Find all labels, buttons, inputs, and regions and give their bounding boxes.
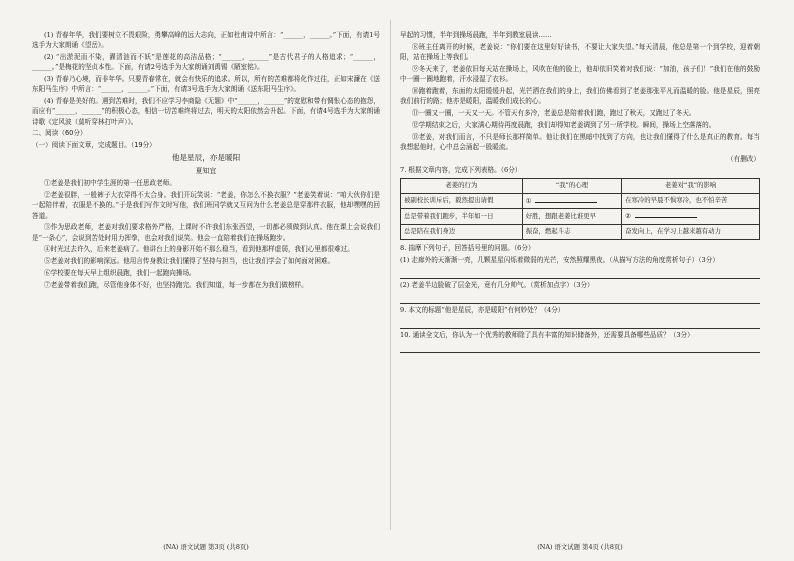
q4-item-4: (4) 青春是美好的。遇到苦难时，我们不应学习李商隐《无题》中“______，______”的宽慰和带有惆怅心态的抱怨，而应有“______，______”的积极心态，相信一切苦难终将过去，明天的太阳依然会升起。下面，有请4号选手为大家朗诵诗歌《定风波（莫听穿林打叶声）》。: [32, 97, 380, 126]
article-para-3: ③作为思政老师，老姜对我们要求格外严格，上课时不许我们东张西望，一切都必须做到认真。他在课上会说我们是“一条心”，会说到苦处时用力挥拳，也会对我们说笑。他会一直陪着我们在操场跑步。: [32, 223, 380, 242]
answer-blank[interactable]: [535, 196, 597, 203]
effect-cell: 奋发向上，在学习上越来越有动力: [622, 225, 760, 240]
article-author: 夏知宜: [195, 166, 217, 175]
question-8-1: (1) 走廊外的天渐渐一亮，几颗星星闪烁着微弱的光芒，安然照耀黑夜。（从描写方法的角度赏析句子）（3分）: [400, 256, 719, 265]
question-9: 9. 本文的标题“他是星辰，亦是暖阳”有何妙处？（4分）: [400, 305, 565, 314]
article-para-1: ①老姜是我们初中学生涯的第一任思政老师。: [44, 179, 176, 188]
article-title: 他是星辰，亦是暖阳: [171, 153, 241, 163]
left-column: [32, 30, 380, 292]
answer-blank[interactable]: [635, 211, 697, 218]
q4-item-3: (3) 青春乃心境，而非年华。只要青春常在，就会有快乐的追求。所以，所有的苦难都将化作过往，正如宋濂在《送东阳马生序》中所言：“______，______。”下面，有请3号选手为大家朗诵《送东阳马生序》。: [32, 75, 380, 94]
mind-cell: 振奋，燃起斗志: [522, 225, 621, 240]
article-para-8: ⑧班主任离开的时候，老姜说：“你们要在这里好好读书，不要让大家失望。”每天清晨，他总是第一个到学校，迎着朝阳，站在操场上等我们。: [400, 42, 760, 62]
article-para-5: ⑤老姜对我们的影响深远。他用言传身教让我们懂得了坚持与担当，也让我们学会了如何面对困难。: [44, 257, 335, 266]
article-para-4: ④时光过去许久，后来老姜病了。他讲台上的身影开始不那么稳当，看到他那样虚弱，我们心里都很难过。: [44, 245, 354, 254]
table-header-row: [401, 178, 760, 193]
mind-cell[interactable]: ①: [522, 193, 621, 209]
effect-cell: 在寒冷的早晨不惧寒冷，也不怕辛苦: [622, 193, 760, 209]
effect-cell[interactable]: ②: [622, 209, 760, 225]
edit-note: （有删改）: [727, 154, 760, 163]
table-header: “我”的心理: [522, 178, 621, 193]
section-reading: 二、阅读（60分）: [32, 129, 87, 138]
table-row: [401, 209, 760, 225]
table-header: 老姜对“我”的影响: [622, 178, 760, 193]
question-10: 10. 通读全文后，你认为一个优秀的教师除了具有丰富的知识储备外，还需要具备哪些品质？（3分）: [400, 330, 694, 339]
right-column: [400, 30, 760, 354]
article-para-7: ⑦老姜带着我们跑，尽管他身体不好，也坚持跑完。我们知道，每一步都在为我们做榜样。: [44, 280, 308, 289]
behavior-cell: 被副校长训斥后，毅然提出请假: [401, 193, 523, 209]
article-cont-1: 早起的习惯，半年到操场晨跑，半年到教室晨读……: [400, 31, 552, 39]
behavior-cell: 总是陪在我们身边: [401, 225, 523, 240]
mind-cell: 好胜，想跟老姜比谁更早: [522, 209, 621, 225]
right-footer: (NA) 语文试题 第4页 (共8页): [537, 543, 623, 552]
article-para-6: ⑥学校要在每天早上组织晨跑，我们一起跑向操场。: [44, 268, 196, 277]
behavior-cell: 总是带着我们跑步，半年如一日: [401, 209, 523, 225]
q4-item-1: (1) 青春年华，我们要树立不畏艰险，勇攀高峰的远大志向，正如杜甫诗中所言：“______，______。”下面，有请1号选手为大家朗诵《望岳》。: [32, 31, 380, 50]
question-7: 7. 根据文章内容，完成下列表格。（6分）: [400, 166, 522, 175]
article-para-10: ⑩跑着跑着，东面的太阳缓缓升起，光芒洒在我们的身上，我们仿佛看到了老姜那张平凡而温暖的脸。他是星辰，照亮我们前行的路；他亦是暖阳，温暖我们成长的心。: [400, 86, 760, 106]
q4-item-2: (2) “出淤泥而不染，濯清涟而不妖”是莲花的高洁品格；“______，______”是古代君子的人格追求；“______，______。”是梅花的坚贞本性。下面，有请2号选手为大家朗诵刘禹锡《陋室铭》。: [32, 53, 380, 72]
question-8-2: (2) 老姜半边脸破了层金光，竟有几分帅气。（赏析加点字）（3分）: [400, 280, 594, 289]
article-para-12: ⑫学期结束之后，大家满心期待再度晨跑，我们却得知老姜调到了另一所学校。瞬间，操场上空落落的。: [412, 120, 716, 129]
table-row: [401, 225, 760, 240]
answer-line[interactable]: [400, 317, 760, 329]
table-row: [401, 193, 760, 209]
page-divider: [390, 20, 391, 530]
article-para-2: ②老姜很胖，一般裤子大衣穿得不太合身。我们开玩笑说：“老姜，你怎么不换衣服？”老姜笑着说：“咱大伙你们是一起陪伴着，衣服是不换的。”于是我们写作文时写他，我们班同学就又互问为什么老姜总是穿那件衣服，他却嘿嘿的回答道。: [32, 191, 380, 220]
question-8: 8. 揣摩下列句子，回答括号里的问题。（6分）: [400, 244, 535, 253]
article-para-9: ⑨冬天来了，老姜依旧每天站在操场上，风吹在他的脸上，他却依旧笑着对我们说：“加油，孩子们！”我们在他的鼓励中一圈一圈地跑着，汗水浸湿了衣衫。: [400, 64, 760, 84]
answer-line[interactable]: [400, 341, 760, 353]
part1-heading: （一）阅读下面文章，完成题目。（19分）: [32, 141, 156, 150]
left-footer: (NA) 语文试题 第3页 (共8页): [163, 543, 249, 552]
table-header: 老姜的行为: [401, 178, 523, 193]
q7-table: [400, 178, 760, 241]
article-para-11: ⑪一圈又一圈，一天又一天。不管天有多冷，老姜总是陪着我们跑，跑过了秋天，又跑过了冬天。: [412, 108, 696, 117]
answer-line[interactable]: [400, 292, 760, 304]
answer-line[interactable]: [400, 267, 760, 279]
article-para-13: ⑬老姜，对我们而言，不只是师长那样简单。他让我们在黑暗中找到了方向，也让我们懂得了什么是真正的教育。每当我想起他时，心中总会涌起一股暖流。: [400, 132, 760, 151]
